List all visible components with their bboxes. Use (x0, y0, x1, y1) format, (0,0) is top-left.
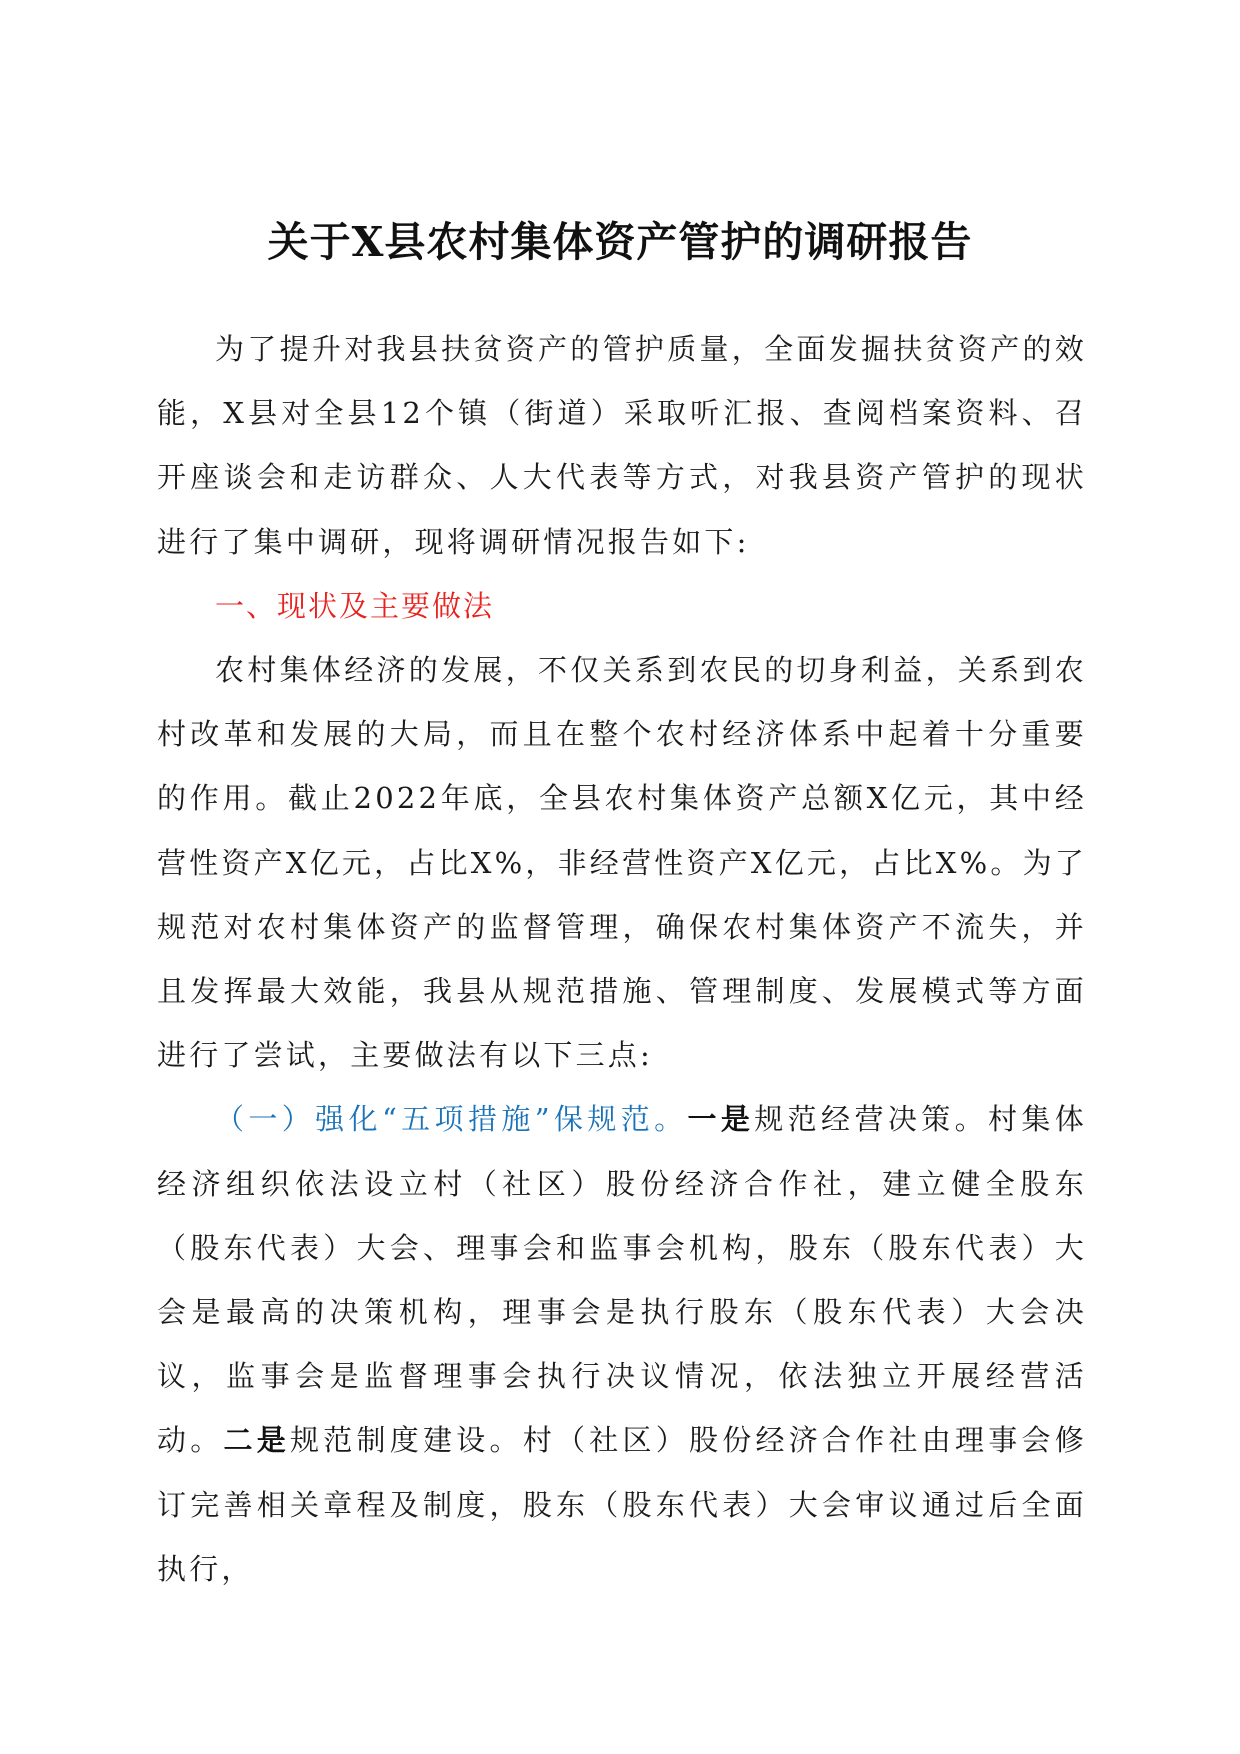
point-2-label: 二是 (223, 1423, 291, 1458)
point-1-label: 一是 (687, 1102, 755, 1137)
section-1-heading: 一、现状及主要做法 (215, 588, 495, 623)
point-2-text: 规范制度建设。村（社区）股份经济合作社由理事会修订完善相关章程及制度，股东（股东代表）大会审议通过后全面执行， (157, 1423, 1088, 1586)
document-title: 关于X县农村集体资产管护的调研报告 (267, 218, 973, 266)
document-body (157, 317, 1087, 1601)
point-1-text: 规范经营决策。村集体经济组织依法设立村（社区）股份经济合作社，建立健全股东（股东代表）大会、理事会和监事会机构，股东（股东代表）大会是最高的决策机构，理事会是执行股东（股东代表）大会决议，监事会是监督理事会执行决议情况，依法独立开展经营活动。 (157, 1102, 1087, 1458)
section-1-paragraph: 农村集体经济的发展，不仅关系到农民的切身利益，关系到农村改革和发展的大局，而且在整个农村经济体系中起着十分重要的作用。截止2022年底，全县农村集体资产总额X亿元，其中经营性资产X亿元，占比X%，非经营性资产X亿元，占比X%。为了规范对农村集体资产的监督管理，确保农村集体资产不流失，并且发挥最大效能，我县从规范措施、管理制度、发展模式等方面进行了尝试，主要做法有以下三点: (157, 653, 1087, 1073)
intro-paragraph: 为了提升对我县扶贫资产的管护质量，全面发掘扶贫资产的效能，X县对全县12个镇（街道）采取听汇报、查阅档案资料、召开座谈会和走访群众、人大代表等方式，对我县资产管护的现状进行了集中调研，现将调研情况报告如下: (157, 332, 1087, 559)
subsection-1-heading: （一）强化“五项措施”保规范。 (215, 1102, 688, 1137)
subsection-1-paragraph (157, 1087, 1087, 1601)
